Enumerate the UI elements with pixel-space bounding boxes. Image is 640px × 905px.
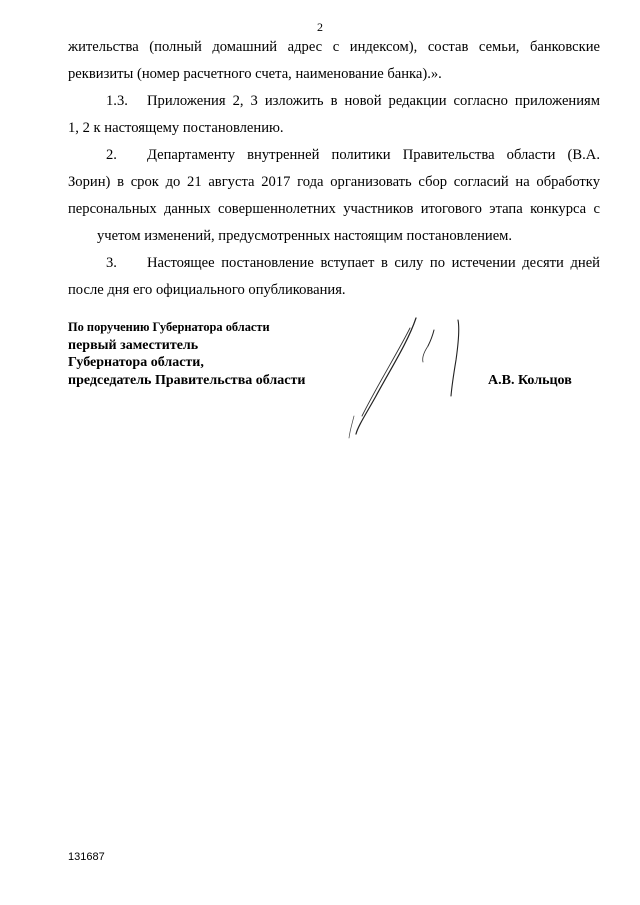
signer-title: председатель Правительства области <box>68 373 306 388</box>
item-text: 1, 2 к настоящему постановлению. <box>68 120 284 136</box>
signer-title: Губернатора области, <box>68 355 204 370</box>
on-behalf-label: По поручению Губернатора области <box>68 320 270 334</box>
signer-name: А.В. Кольцов <box>488 373 572 388</box>
page-number: 2 <box>317 20 323 34</box>
item-text: Настоящее постановление вступает в силу по истечении десяти дней <box>147 255 600 271</box>
item-number: 1.3. <box>106 93 128 109</box>
item-text: учетом изменений, предусмотренных настоящим постановлением. <box>97 228 513 244</box>
item-text: Департаменту внутренней политики Правительства области (В.А. <box>147 147 600 163</box>
body-line: жительства (полный домашний адрес с индексом), состав семьи, банковские <box>68 39 600 55</box>
handwritten-signature <box>338 312 478 442</box>
item-text: Приложения 2, 3 изложить в новой редакции согласно приложениям <box>147 93 600 109</box>
document-code: 131687 <box>68 851 105 863</box>
signer-title: первый заместитель <box>68 338 199 353</box>
item-text: Зорин) в срок до 21 августа 2017 года организовать сбор согласий на обработку <box>68 174 600 190</box>
item-text: персональных данных совершеннолетних участников итогового этапа конкурса с <box>68 201 600 217</box>
item-number: 2. <box>106 147 117 163</box>
item-number: 3. <box>106 255 117 271</box>
body-line: реквизиты (номер расчетного счета, наименование банка).». <box>68 66 442 82</box>
item-text: после дня его официального опубликования. <box>68 282 346 298</box>
